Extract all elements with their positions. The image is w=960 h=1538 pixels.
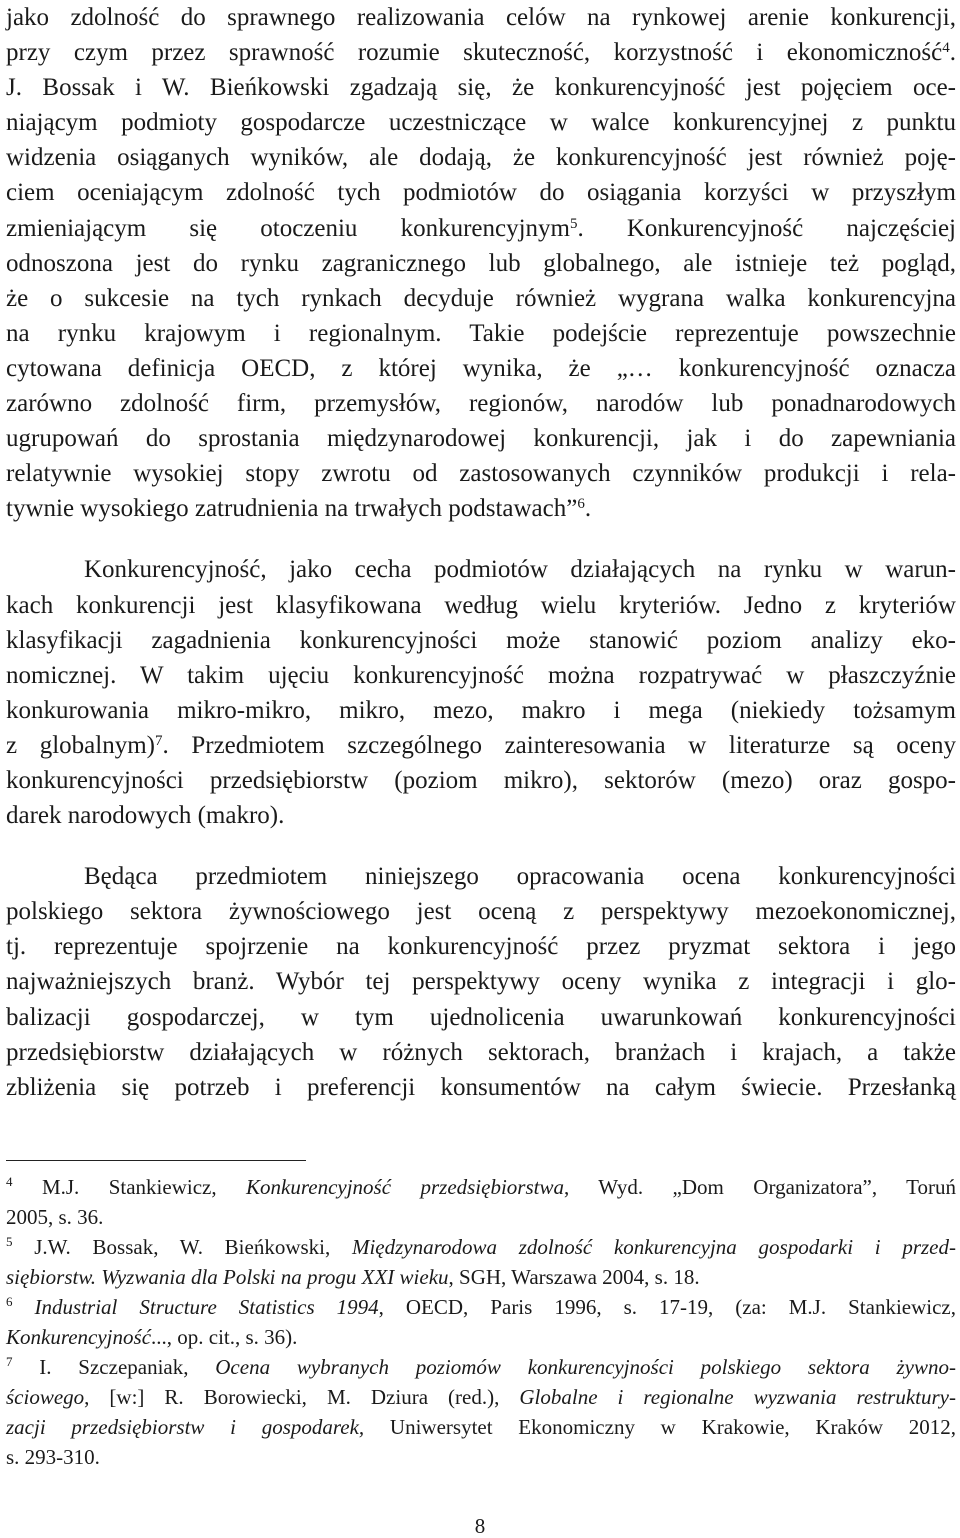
text-span: 2005, s. 36. — [6, 1205, 104, 1229]
footnote-ref: 5 — [569, 215, 578, 232]
text-line — [6, 281, 956, 316]
text-span: balizacji gospodarczej, w tym ujednolicenia uwarunkowań konkurencyjności — [6, 1003, 956, 1031]
text-span: przy czym przez sprawność rozumie skuteczność, korzystność i ekonomiczność — [6, 39, 943, 67]
text-line — [6, 552, 956, 587]
text-span: kach konkurencji jest klasyfikowana według wielu kryteriów. Jedno z kryteriów — [6, 591, 956, 619]
text-span: . Konkurencyjność najczęściej — [577, 214, 956, 242]
footnote-line — [6, 1322, 956, 1352]
footnote-ref: 7 — [6, 1354, 13, 1370]
text-span: M.J. Stankiewicz, — [12, 1175, 247, 1199]
text-span: . Przedmiotem szczególnego zainteresowania w literaturze są oceny — [162, 731, 956, 759]
italic-text: siębiorstw. Wyzwania dla Polski na progu XXI wieku — [6, 1265, 449, 1289]
text-line — [6, 421, 956, 456]
text-span: zmieniającym się otoczeniu konkurencyjnym — [6, 214, 570, 242]
text-span: cytowana definicja OECD, z której wynika, że „… konkurencyjność oznacza — [6, 354, 956, 382]
text-span: na rynku krajowym i regionalnym. Takie podejście reprezentuje powszechnie — [6, 319, 956, 347]
text-span: ciem oceniającym zdolność tych podmiotów do osiągania korzyści w przyszłym — [6, 179, 956, 207]
text-line — [6, 351, 956, 386]
text-line — [6, 658, 956, 693]
text-line — [6, 929, 956, 964]
text-span: Uniwersytet Ekonomiczny w Krakowie, Kraków 2012, — [364, 1415, 957, 1439]
paragraph — [6, 552, 956, 833]
text-span: ugrupowań do sprostania międzynarodowej konkurencji, jak i do zapewniania — [6, 425, 956, 453]
text-span: I. Szczepaniak, — [12, 1355, 216, 1379]
text-line — [6, 894, 956, 929]
footnote-ref: 6 — [6, 1294, 13, 1310]
text-span: ..., op. cit., s. 36). — [151, 1325, 298, 1349]
text-span: odnoszona jest do rynku zagranicznego lub globalnego, ale istnieje też pogląd, — [6, 249, 956, 277]
text-span: . — [949, 39, 956, 67]
text-line — [6, 456, 956, 491]
text-line — [6, 964, 956, 999]
footnote-line — [6, 1442, 956, 1472]
paragraph-gap — [6, 833, 956, 859]
footnote-line — [6, 1352, 956, 1382]
text-span: , SGH, Warszawa 2004, s. 18. — [448, 1265, 700, 1289]
footnote-line — [6, 1262, 956, 1292]
paragraph — [6, 859, 956, 1105]
italic-text: Międzynarodowa zdolność konkurencyjna gospodarki i przed- — [351, 1235, 956, 1259]
footnote-line — [6, 1292, 956, 1322]
text-span: zbliżenia się potrzeb i preferencji konsumentów na całym świecie. Przesłanką — [6, 1073, 956, 1101]
footnotes — [6, 1172, 956, 1472]
text-span: J. Bossak i W. Bieńkowski zgadzają się, że konkurencyjność jest pojęciem oce- — [6, 74, 956, 102]
text-span: nomicznej. W takim ujęciu konkurencyjność można rozpatrywać w płaszczyźnie — [6, 661, 956, 689]
text-line — [6, 693, 956, 728]
text-span: J.W. Bossak, W. Bieńkowski, — [12, 1235, 352, 1259]
text-line — [6, 491, 956, 526]
text-span: konkurowania mikro-mikro, mikro, mezo, makro i mega (niekiedy tożsamym — [6, 696, 956, 724]
paragraph-gap — [6, 526, 956, 552]
text-line — [6, 1000, 956, 1035]
text-line — [6, 316, 956, 351]
text-line — [6, 588, 956, 623]
text-line — [6, 623, 956, 658]
footnote-line — [6, 1382, 956, 1412]
paragraph — [6, 0, 956, 526]
text-line — [6, 246, 956, 281]
text-line — [6, 728, 956, 763]
text-span: Będąca przedmiotem niniejszego opracowania ocena konkurencyjności — [84, 863, 956, 891]
text-span: widzenia osiąganych wyników, ale dodają, że konkurencyjność jest również poję- — [6, 144, 956, 172]
text-line — [6, 140, 956, 175]
italic-text: ściowego — [6, 1385, 85, 1409]
text-span: tywnie wysokiego zatrudnienia na trwałych podstawach” — [6, 495, 578, 523]
text-span: przedsiębiorstw działających w różnych sektorach, branżach i krajach, a także — [6, 1038, 956, 1066]
italic-text: Konkurencyjność — [6, 1325, 152, 1349]
text-span: , [w:] R. Borowiecki, M. Dziura (red.), — [84, 1385, 520, 1409]
text-line — [6, 763, 956, 798]
text-line — [6, 0, 956, 35]
text-span: zarówno zdolność firm, przemysłów, regionów, narodów lub ponadnarodowych — [6, 390, 956, 418]
footnote-ref: 4 — [942, 39, 950, 56]
italic-text: Ocena wybranych poziomów konkurencyjności polskiego sektora żywno- — [215, 1355, 956, 1379]
footnote-line — [6, 1232, 956, 1262]
footnote-ref: 6 — [577, 496, 585, 513]
footnote-line — [6, 1172, 956, 1202]
text-span: darek narodowych (makro). — [6, 802, 285, 830]
text-line — [6, 798, 956, 833]
footnote-ref: 7 — [154, 732, 163, 749]
text-span: Konkurencyjność, jako cecha podmiotów działających na rynku w warun- — [84, 556, 956, 584]
text-line — [6, 386, 956, 421]
text-line — [6, 859, 956, 894]
text-span: , Wyd. „Dom Organizatora”, Toruń — [564, 1175, 956, 1199]
text-line — [6, 175, 956, 210]
italic-text: Globalne i regionalne wyzwania restruktury- — [519, 1385, 956, 1409]
text-line — [6, 1070, 956, 1105]
text-span: jako zdolność do sprawnego realizowania celów na rynkowej arenie konkurencji, — [6, 4, 956, 31]
text-span: niającym podmioty gospodarcze uczestniczące w walce konkurencyjnej z punktu — [6, 109, 956, 137]
italic-text: zacji przedsiębiorstw i gospodarek, — [6, 1415, 365, 1439]
text-span: konkurencyjności przedsiębiorstw (poziom mikro), sektorów (mezo) oraz gospo- — [6, 766, 956, 794]
text-line — [6, 1035, 956, 1070]
italic-text: Industrial Structure Statistics 1994 — [34, 1295, 379, 1319]
text-span: najważniejszych branż. Wybór tej perspektywy oceny wynika z integracji i glo- — [6, 968, 956, 996]
text-span — [13, 1295, 35, 1319]
text-span: z globalnym) — [6, 731, 155, 759]
text-line — [6, 35, 956, 70]
text-span: polskiego sektora żywnościowego jest oceną z perspektywy mezoekonomicznej, — [6, 898, 956, 926]
footnote-ref: 4 — [6, 1174, 13, 1190]
text-line — [6, 211, 956, 246]
text-span: klasyfikacji zagadnienia konkurencyjności może stanowić poziom analizy eko- — [6, 626, 956, 654]
text-span: . — [584, 495, 592, 523]
footnote-separator — [6, 1160, 306, 1161]
text-span: s. 293-310. — [6, 1445, 100, 1469]
text-line — [6, 105, 956, 140]
text-span: że o sukcesie na tych rynkach decyduje również wygrana walka konkurencyjna — [6, 284, 956, 312]
footnote-line — [6, 1412, 956, 1442]
text-span: relatywnie wysokiej stopy zwrotu od zastosowanych czynników produkcji i rela- — [6, 460, 956, 488]
text-span: , OECD, Paris 1996, s. 17-19, (za: M.J. Stankiewicz, — [378, 1295, 956, 1319]
footnote-ref: 5 — [6, 1234, 13, 1250]
text-span: tj. reprezentuje spojrzenie na konkurencyjność przez pryzmat sektora i jego — [6, 933, 956, 961]
main-text — [6, 0, 956, 1105]
text-line — [6, 70, 956, 105]
italic-text: Konkurencyjność przedsiębiorstwa — [246, 1175, 564, 1199]
page-number: 8 — [474, 1514, 486, 1538]
footnote-line — [6, 1202, 956, 1232]
